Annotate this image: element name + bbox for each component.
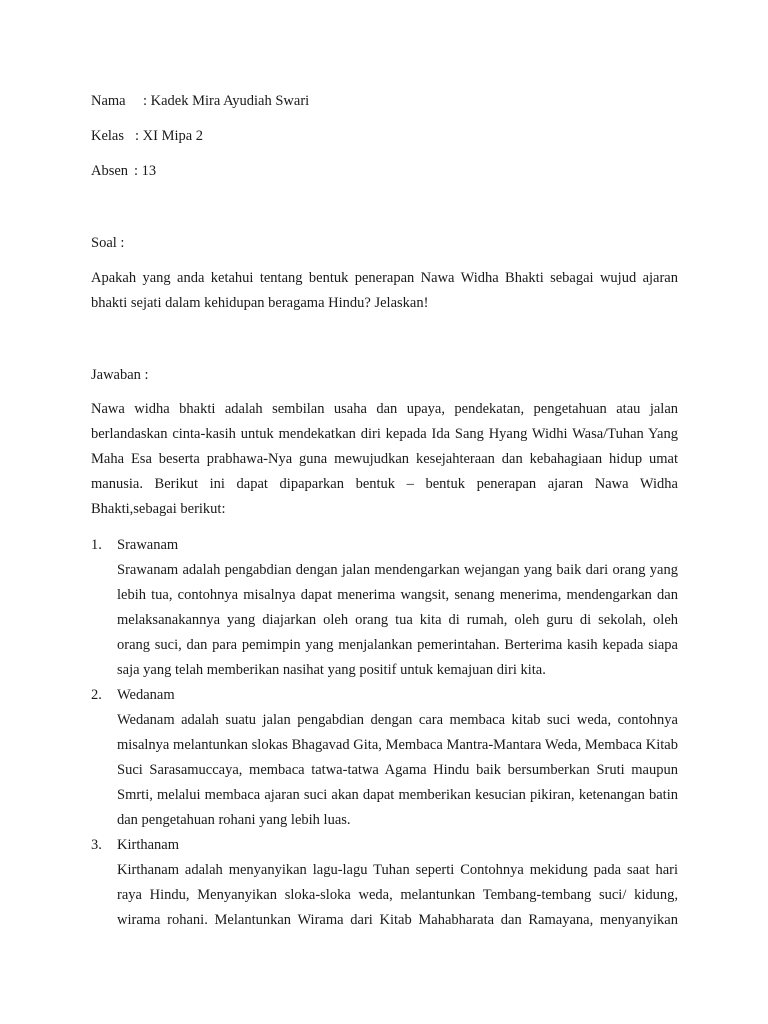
list-number: 1. — [91, 537, 102, 553]
list-body — [117, 708, 678, 833]
question-heading: Soal : — [91, 235, 125, 251]
list-body-line: Smrti, melalui membaca ajaran suci akan dapat memberikan kesucian pikiran, ketenangan batin — [117, 787, 678, 803]
class-row — [91, 126, 203, 146]
answer-intro-line: Bhakti,sebagai berikut: — [91, 501, 226, 517]
list-title: Wedanam — [117, 687, 175, 703]
question-text — [91, 266, 678, 316]
absen-label: Absen — [91, 163, 129, 179]
name-label: Nama — [91, 93, 126, 109]
list-body — [117, 558, 678, 683]
list-body-line: wirama rohani. Melantunkan Wirama dari Kitab Mahabharata dan Ramayana, menyanyikan — [117, 912, 678, 928]
list-body-line: orang suci, dan para pemimpin yang menjalankan pemerintahan. Berterima kasih kepada siapa — [117, 637, 678, 653]
class-label: Kelas — [91, 128, 125, 144]
list-body-line: dan pengetahuan rohani yang lebih luas. — [117, 812, 351, 828]
answer-intro-line: Nawa widha bhakti adalah sembilan usaha dan upaya, pendekatan, pengetahuan atau jalan — [91, 401, 678, 417]
absen-value: : 13 — [134, 163, 157, 179]
list-body-line: Suci Sarasamuccaya, membaca tatwa-tatwa Agama Hindu baik bersumberkan Sruti maupun — [117, 762, 678, 778]
list-body-line: Srawanam adalah pengabdian dengan jalan mendengarkan wejangan yang baik dari orang yang — [117, 562, 678, 578]
list-body-line: misalnya melantunkan slokas Bhagavad Gita, Membaca Mantra-Mantara Weda, Membaca Kitab — [117, 737, 678, 753]
list-title: Kirthanam — [117, 837, 180, 853]
answer-intro-line: berlandaskan cinta-kasih untuk mendekatkan diri kepada Ida Sang Hyang Widhi Wasa/Tuhan Yang — [91, 426, 678, 442]
list-body-line: saja yang telah memberikan nasihat yang positif untuk kemajuan diri kita. — [117, 662, 546, 678]
question-line: bhakti sejati dalam kehidupan beragama Hindu? Jelaskan! — [91, 295, 429, 311]
list-title: Srawanam — [117, 537, 179, 553]
answer-intro-line: Maha Esa beserta prabhawa-Nya guna mewujudkan kesejahteraan dan kebahagiaan hidup umat — [91, 451, 678, 467]
list-body-line: lebih tua, contohnya misalnya dapat menerima wangsit, senang menerima, mendengarkan dan — [117, 587, 678, 603]
list-body — [117, 858, 678, 933]
list-number: 3. — [91, 837, 102, 853]
name-row — [91, 91, 309, 111]
answer-intro — [91, 397, 678, 522]
list-body-line: melaksanakannya yang diajarkan oleh orang tua kita di rumah, oleh guru di sekolah, oleh — [117, 612, 678, 628]
list-number: 2. — [91, 687, 102, 703]
answer-intro-line: manusia. Berikut ini dapat dipaparkan bentuk – bentuk penerapan ajaran Nawa Widha — [91, 476, 678, 492]
answer-heading: Jawaban : — [91, 367, 149, 383]
list-body-line: Wedanam adalah suatu jalan pengabdian dengan cara membaca kitab suci weda, contohnya — [117, 712, 678, 728]
absen-row — [91, 161, 156, 181]
list-body-line: raya Hindu, Menyanyikan sloka-sloka weda, melantunkan Tembang-tembang suci/ kidung, — [117, 887, 678, 903]
question-line: Apakah yang anda ketahui tentang bentuk penerapan Nawa Widha Bhakti sebagai wujud ajaran — [91, 270, 678, 286]
class-value: : XI Mipa 2 — [135, 128, 204, 144]
list-body-line: Kirthanam adalah menyanyikan lagu-lagu Tuhan seperti Contohnya mekidung pada saat hari — [117, 862, 678, 878]
name-value: : Kadek Mira Ayudiah Swari — [143, 93, 310, 109]
